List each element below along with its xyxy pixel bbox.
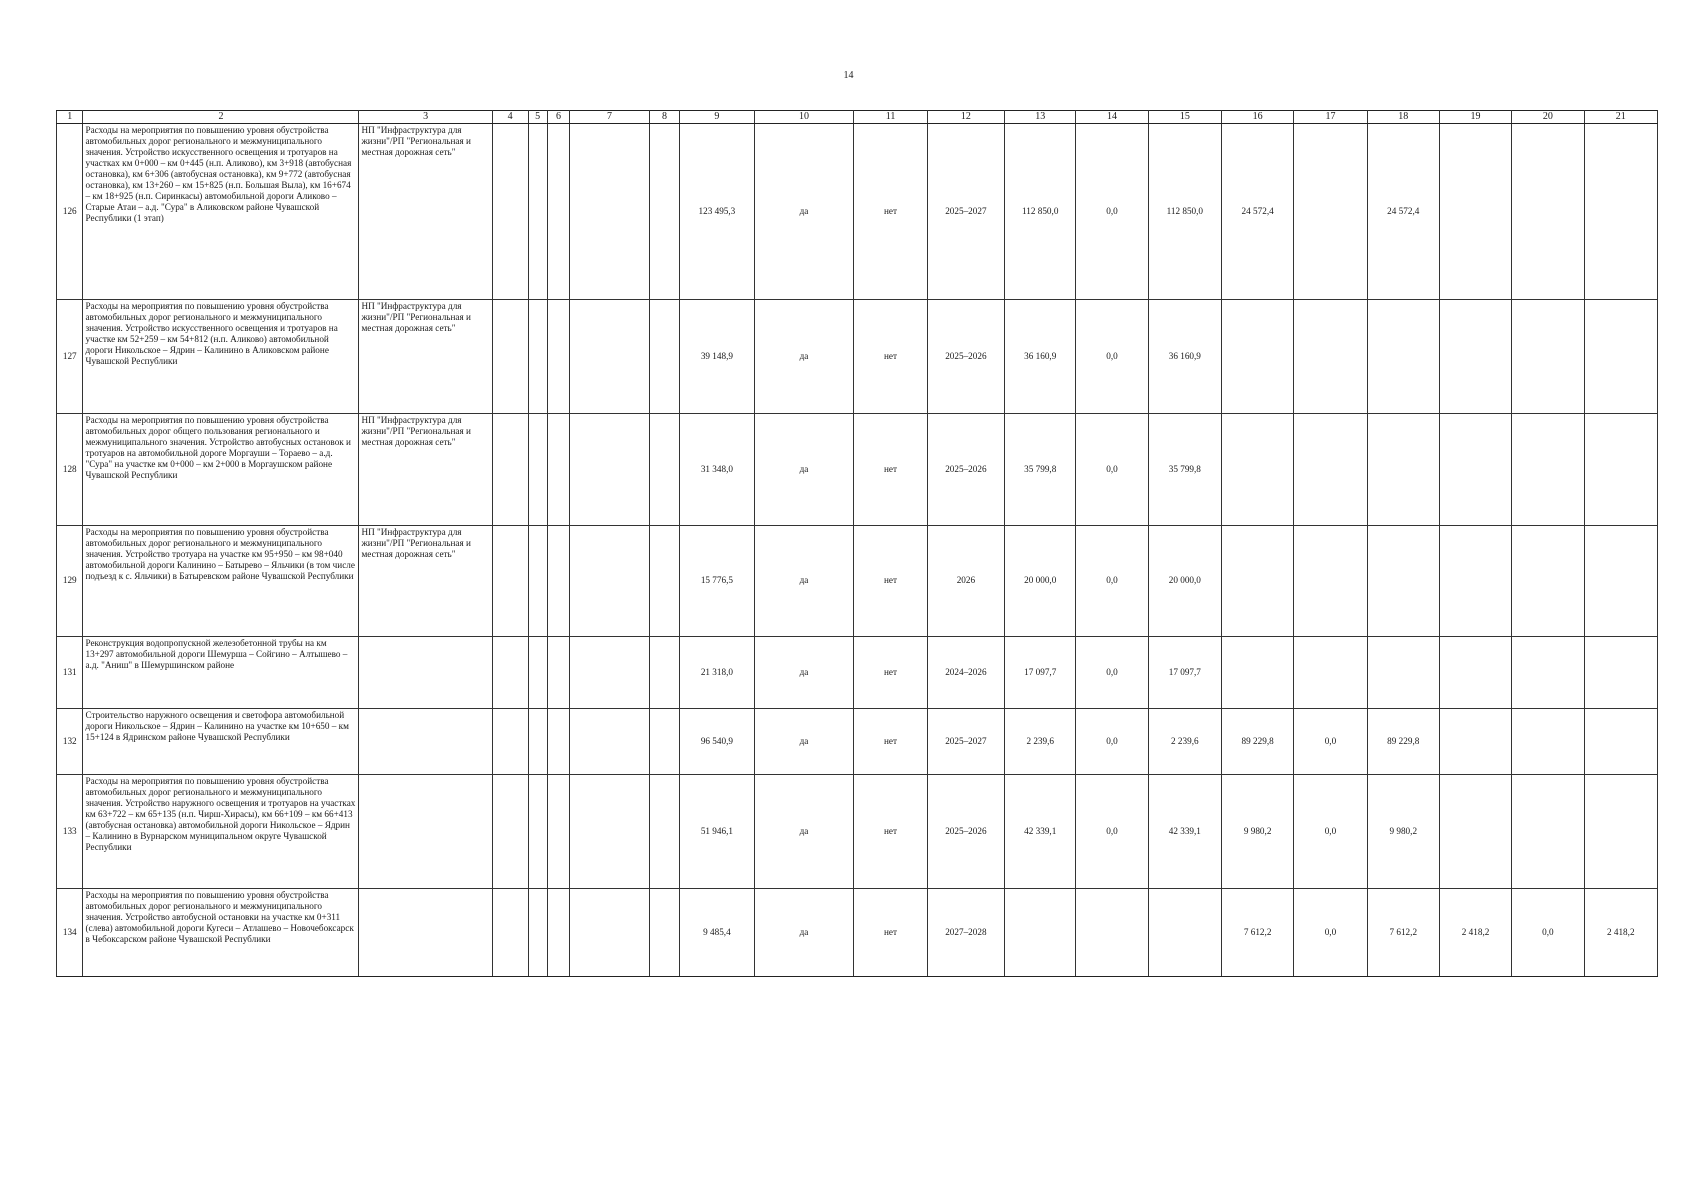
cell-col-7 bbox=[570, 526, 649, 637]
cell-col-13: 17 097,7 bbox=[1005, 637, 1076, 709]
cell-col-5 bbox=[528, 889, 547, 977]
cell-col-6 bbox=[547, 637, 569, 709]
cell-col-18: 24 572,4 bbox=[1367, 124, 1439, 300]
cell-col-11: нет bbox=[854, 526, 927, 637]
cell-col-16 bbox=[1221, 637, 1293, 709]
table-row bbox=[57, 775, 1658, 889]
cell-col-15: 17 097,7 bbox=[1148, 637, 1221, 709]
cell-col-7 bbox=[570, 124, 649, 300]
table-row bbox=[57, 124, 1658, 300]
cell-col-18 bbox=[1367, 637, 1439, 709]
program-table bbox=[56, 110, 1658, 977]
cell-col-11: нет bbox=[854, 414, 927, 526]
cell-col-6 bbox=[547, 414, 569, 526]
cell-col-5 bbox=[528, 300, 547, 414]
cell-col-12: 2024–2026 bbox=[927, 637, 1004, 709]
cell-col-8 bbox=[649, 414, 680, 526]
cell-col-7 bbox=[570, 637, 649, 709]
column-number-14: 14 bbox=[1076, 111, 1148, 124]
cell-col-21 bbox=[1584, 637, 1658, 709]
cell-col-15: 20 000,0 bbox=[1148, 526, 1221, 637]
cell-col-19 bbox=[1439, 300, 1511, 414]
cell-col-17 bbox=[1294, 526, 1367, 637]
cell-col-10: да bbox=[754, 775, 854, 889]
cell-col-15: 2 239,6 bbox=[1148, 709, 1221, 775]
cell-col-15: 112 850,0 bbox=[1148, 124, 1221, 300]
cell-col-17: 0,0 bbox=[1294, 889, 1367, 977]
column-number-2: 2 bbox=[83, 111, 359, 124]
cell-col-4 bbox=[492, 709, 528, 775]
cell-col-8 bbox=[649, 709, 680, 775]
cell-col-19 bbox=[1439, 709, 1511, 775]
cell-col-18: 9 980,2 bbox=[1367, 775, 1439, 889]
measure-description: Расходы на мероприятия по повышению уровня обустройства автомобильных дорог регионального и межмуниципального значения. Устройство автобусной остановки на участке км 0+311 (слева) автомобильной дороги Кугеси – Атлашево – Новочебоксарск в Чебоксарском районе Чувашской Республики bbox=[83, 889, 359, 977]
cell-col-11: нет bbox=[854, 709, 927, 775]
cell-col-20 bbox=[1512, 709, 1584, 775]
cell-col-19 bbox=[1439, 775, 1511, 889]
cell-col-16: 7 612,2 bbox=[1221, 889, 1293, 977]
cell-col-20 bbox=[1512, 300, 1584, 414]
cell-col-9: 21 318,0 bbox=[680, 637, 754, 709]
cell-col-19 bbox=[1439, 124, 1511, 300]
cell-col-6 bbox=[547, 709, 569, 775]
column-number-5: 5 bbox=[528, 111, 547, 124]
cell-col-20 bbox=[1512, 124, 1584, 300]
cell-col-18: 89 229,8 bbox=[1367, 709, 1439, 775]
cell-col-13 bbox=[1005, 889, 1076, 977]
cell-col-11: нет bbox=[854, 637, 927, 709]
cell-col-20: 0,0 bbox=[1512, 889, 1584, 977]
cell-col-12: 2027–2028 bbox=[927, 889, 1004, 977]
cell-col-17: 0,0 bbox=[1294, 775, 1367, 889]
measure-description: Расходы на мероприятия по повышению уровня обустройства автомобильных дорог регионального и межмуниципального значения. Устройство искусственного освещения и тротуаров на участках км 0+000 – км 0+445 (н.п. Аликово), км 3+918 (автобусная остановка), км 6+306 (автобусная остановка), км 9+772 (автобусная остановка), км 13+260 – км 15+825 (н.п. Большая Выла), км 16+674 – км 18+925 (н.п. Сиринкасы) автомобильной дороги Аликово – Старые Атаи – а.д. "Сура" в Аликовском районе Чувашской Республики (1 этап) bbox=[83, 124, 359, 300]
cell-col-14: 0,0 bbox=[1076, 526, 1148, 637]
column-number-3: 3 bbox=[359, 111, 492, 124]
cell-col-4 bbox=[492, 526, 528, 637]
measure-description: Расходы на мероприятия по повышению уровня обустройства автомобильных дорог общего пользования регионального и межмуниципального значения. Устройство автобусных остановок и тротуаров на автомобильной дороге Моргауши – Тораево – а.д. "Сура" на участке км 0+000 – км 2+000 в Моргаушском районе Чувашской Республики bbox=[83, 414, 359, 526]
measure-description: Расходы на мероприятия по повышению уровня обустройства автомобильных дорог регионального и межмуниципального значения. Устройство тротуара на участке км 95+950 – км 98+040 автомобильной дороги Калинино – Батырево – Яльчики (в том числе подъезд к с. Яльчики) в Батыревском районе Чувашской Республики bbox=[83, 526, 359, 637]
table-row bbox=[57, 637, 1658, 709]
column-number-8: 8 bbox=[649, 111, 680, 124]
cell-col-20 bbox=[1512, 526, 1584, 637]
project-name bbox=[359, 709, 492, 775]
column-number-17: 17 bbox=[1294, 111, 1367, 124]
cell-col-11: нет bbox=[854, 300, 927, 414]
cell-col-4 bbox=[492, 414, 528, 526]
cell-col-15: 42 339,1 bbox=[1148, 775, 1221, 889]
cell-col-17: 0,0 bbox=[1294, 709, 1367, 775]
cell-col-5 bbox=[528, 526, 547, 637]
cell-col-15: 35 799,8 bbox=[1148, 414, 1221, 526]
cell-col-8 bbox=[649, 124, 680, 300]
cell-col-18 bbox=[1367, 300, 1439, 414]
cell-col-13: 112 850,0 bbox=[1005, 124, 1076, 300]
column-number-12: 12 bbox=[927, 111, 1004, 124]
cell-col-5 bbox=[528, 124, 547, 300]
cell-col-5 bbox=[528, 775, 547, 889]
cell-col-10: да bbox=[754, 526, 854, 637]
cell-col-12: 2025–2026 bbox=[927, 414, 1004, 526]
cell-col-10: да bbox=[754, 889, 854, 977]
row-number: 134 bbox=[57, 889, 83, 977]
column-number-10: 10 bbox=[754, 111, 854, 124]
cell-col-19 bbox=[1439, 526, 1511, 637]
table-row bbox=[57, 300, 1658, 414]
project-name: НП "Инфраструктура для жизни"/РП "Региональная и местная дорожная сеть" bbox=[359, 526, 492, 637]
cell-col-12: 2025–2026 bbox=[927, 300, 1004, 414]
column-number-4: 4 bbox=[492, 111, 528, 124]
cell-col-4 bbox=[492, 637, 528, 709]
row-number: 133 bbox=[57, 775, 83, 889]
cell-col-9: 123 495,3 bbox=[680, 124, 754, 300]
cell-col-20 bbox=[1512, 775, 1584, 889]
cell-col-14 bbox=[1076, 889, 1148, 977]
cell-col-8 bbox=[649, 526, 680, 637]
cell-col-17 bbox=[1294, 300, 1367, 414]
row-number: 128 bbox=[57, 414, 83, 526]
row-number: 129 bbox=[57, 526, 83, 637]
cell-col-9: 39 148,9 bbox=[680, 300, 754, 414]
cell-col-19: 2 418,2 bbox=[1439, 889, 1511, 977]
cell-col-17 bbox=[1294, 637, 1367, 709]
table-row bbox=[57, 709, 1658, 775]
cell-col-15 bbox=[1148, 889, 1221, 977]
cell-col-13: 2 239,6 bbox=[1005, 709, 1076, 775]
cell-col-9: 51 946,1 bbox=[680, 775, 754, 889]
column-number-6: 6 bbox=[547, 111, 569, 124]
measure-description: Расходы на мероприятия по повышению уровня обустройства автомобильных дорог регионального и межмуниципального значения. Устройство искусственного освещения и тротуаров на участке км 52+259 – км 54+812 (н.п. Аликово) автомобильной дороги Никольское – Ядрин – Калинино в Аликовском районе Чувашской Республики bbox=[83, 300, 359, 414]
table-row bbox=[57, 526, 1658, 637]
cell-col-18 bbox=[1367, 526, 1439, 637]
column-number-7: 7 bbox=[570, 111, 649, 124]
project-name bbox=[359, 775, 492, 889]
column-number-21: 21 bbox=[1584, 111, 1658, 124]
cell-col-17 bbox=[1294, 124, 1367, 300]
cell-col-10: да bbox=[754, 124, 854, 300]
cell-col-8 bbox=[649, 300, 680, 414]
column-number-16: 16 bbox=[1221, 111, 1293, 124]
cell-col-4 bbox=[492, 889, 528, 977]
cell-col-9: 96 540,9 bbox=[680, 709, 754, 775]
row-number: 131 bbox=[57, 637, 83, 709]
measure-description: Расходы на мероприятия по повышению уровня обустройства автомобильных дорог регионального и межмуниципального значения. Устройство наружного освещения и тротуаров на участках км 63+722 – км 65+135 (н.п. Чирш-Хирасы), км 66+109 – км 66+413 (автобусная остановка) автомобильной дороги Никольское – Ядрин – Калинино в Вурнарском муниципальном округе Чувашской Республики bbox=[83, 775, 359, 889]
cell-col-7 bbox=[570, 709, 649, 775]
cell-col-16 bbox=[1221, 414, 1293, 526]
cell-col-21 bbox=[1584, 124, 1658, 300]
cell-col-10: да bbox=[754, 709, 854, 775]
cell-col-14: 0,0 bbox=[1076, 414, 1148, 526]
cell-col-15: 36 160,9 bbox=[1148, 300, 1221, 414]
project-name: НП "Инфраструктура для жизни"/РП "Региональная и местная дорожная сеть" bbox=[359, 300, 492, 414]
cell-col-21: 2 418,2 bbox=[1584, 889, 1658, 977]
cell-col-18: 7 612,2 bbox=[1367, 889, 1439, 977]
cell-col-14: 0,0 bbox=[1076, 124, 1148, 300]
cell-col-6 bbox=[547, 889, 569, 977]
cell-col-14: 0,0 bbox=[1076, 709, 1148, 775]
measure-description: Реконструкция водопропускной железобетонной трубы на км 13+297 автомобильной дороги Шемурша – Сойгино – Алтышево – а.д. "Аниш" в Шемуршинском районе bbox=[83, 637, 359, 709]
cell-col-21 bbox=[1584, 709, 1658, 775]
cell-col-10: да bbox=[754, 637, 854, 709]
cell-col-16: 9 980,2 bbox=[1221, 775, 1293, 889]
cell-col-12: 2025–2027 bbox=[927, 124, 1004, 300]
project-name: НП "Инфраструктура для жизни"/РП "Региональная и местная дорожная сеть" bbox=[359, 124, 492, 300]
column-number-19: 19 bbox=[1439, 111, 1511, 124]
cell-col-9: 9 485,4 bbox=[680, 889, 754, 977]
cell-col-4 bbox=[492, 775, 528, 889]
column-number-row bbox=[57, 111, 1658, 124]
project-name bbox=[359, 637, 492, 709]
cell-col-14: 0,0 bbox=[1076, 775, 1148, 889]
cell-col-13: 36 160,9 bbox=[1005, 300, 1076, 414]
cell-col-10: да bbox=[754, 300, 854, 414]
cell-col-12: 2025–2026 bbox=[927, 775, 1004, 889]
cell-col-13: 42 339,1 bbox=[1005, 775, 1076, 889]
cell-col-9: 15 776,5 bbox=[680, 526, 754, 637]
cell-col-21 bbox=[1584, 414, 1658, 526]
cell-col-5 bbox=[528, 414, 547, 526]
cell-col-13: 35 799,8 bbox=[1005, 414, 1076, 526]
cell-col-16 bbox=[1221, 526, 1293, 637]
cell-col-11: нет bbox=[854, 889, 927, 977]
row-number: 126 bbox=[57, 124, 83, 300]
cell-col-21 bbox=[1584, 526, 1658, 637]
cell-col-7 bbox=[570, 889, 649, 977]
cell-col-5 bbox=[528, 709, 547, 775]
cell-col-9: 31 348,0 bbox=[680, 414, 754, 526]
cell-col-12: 2026 bbox=[927, 526, 1004, 637]
cell-col-21 bbox=[1584, 300, 1658, 414]
cell-col-20 bbox=[1512, 637, 1584, 709]
row-number: 127 bbox=[57, 300, 83, 414]
cell-col-16: 89 229,8 bbox=[1221, 709, 1293, 775]
project-name: НП "Инфраструктура для жизни"/РП "Региональная и местная дорожная сеть" bbox=[359, 414, 492, 526]
column-number-13: 13 bbox=[1005, 111, 1076, 124]
cell-col-19 bbox=[1439, 414, 1511, 526]
cell-col-6 bbox=[547, 526, 569, 637]
cell-col-21 bbox=[1584, 775, 1658, 889]
cell-col-7 bbox=[570, 300, 649, 414]
table-row bbox=[57, 889, 1658, 977]
cell-col-14: 0,0 bbox=[1076, 300, 1148, 414]
cell-col-4 bbox=[492, 124, 528, 300]
cell-col-8 bbox=[649, 889, 680, 977]
cell-col-18 bbox=[1367, 414, 1439, 526]
table-row bbox=[57, 414, 1658, 526]
cell-col-5 bbox=[528, 637, 547, 709]
cell-col-11: нет bbox=[854, 124, 927, 300]
measure-description: Строительство наружного освещения и светофора автомобильной дороги Никольское – Ядрин – Калинино на участке км 10+650 – км 15+124 в Ядринском районе Чувашской Республики bbox=[83, 709, 359, 775]
column-number-1: 1 bbox=[57, 111, 83, 124]
cell-col-16: 24 572,4 bbox=[1221, 124, 1293, 300]
page-number: 14 bbox=[843, 70, 854, 81]
cell-col-8 bbox=[649, 775, 680, 889]
cell-col-7 bbox=[570, 775, 649, 889]
cell-col-6 bbox=[547, 124, 569, 300]
cell-col-16 bbox=[1221, 300, 1293, 414]
project-name bbox=[359, 889, 492, 977]
column-number-18: 18 bbox=[1367, 111, 1439, 124]
cell-col-19 bbox=[1439, 637, 1511, 709]
cell-col-6 bbox=[547, 300, 569, 414]
column-number-9: 9 bbox=[680, 111, 754, 124]
column-number-20: 20 bbox=[1512, 111, 1584, 124]
cell-col-14: 0,0 bbox=[1076, 637, 1148, 709]
row-number: 132 bbox=[57, 709, 83, 775]
column-number-11: 11 bbox=[854, 111, 927, 124]
cell-col-17 bbox=[1294, 414, 1367, 526]
cell-col-20 bbox=[1512, 414, 1584, 526]
cell-col-7 bbox=[570, 414, 649, 526]
cell-col-8 bbox=[649, 637, 680, 709]
cell-col-6 bbox=[547, 775, 569, 889]
cell-col-10: да bbox=[754, 414, 854, 526]
column-number-15: 15 bbox=[1148, 111, 1221, 124]
cell-col-11: нет bbox=[854, 775, 927, 889]
cell-col-13: 20 000,0 bbox=[1005, 526, 1076, 637]
cell-col-12: 2025–2027 bbox=[927, 709, 1004, 775]
cell-col-4 bbox=[492, 300, 528, 414]
